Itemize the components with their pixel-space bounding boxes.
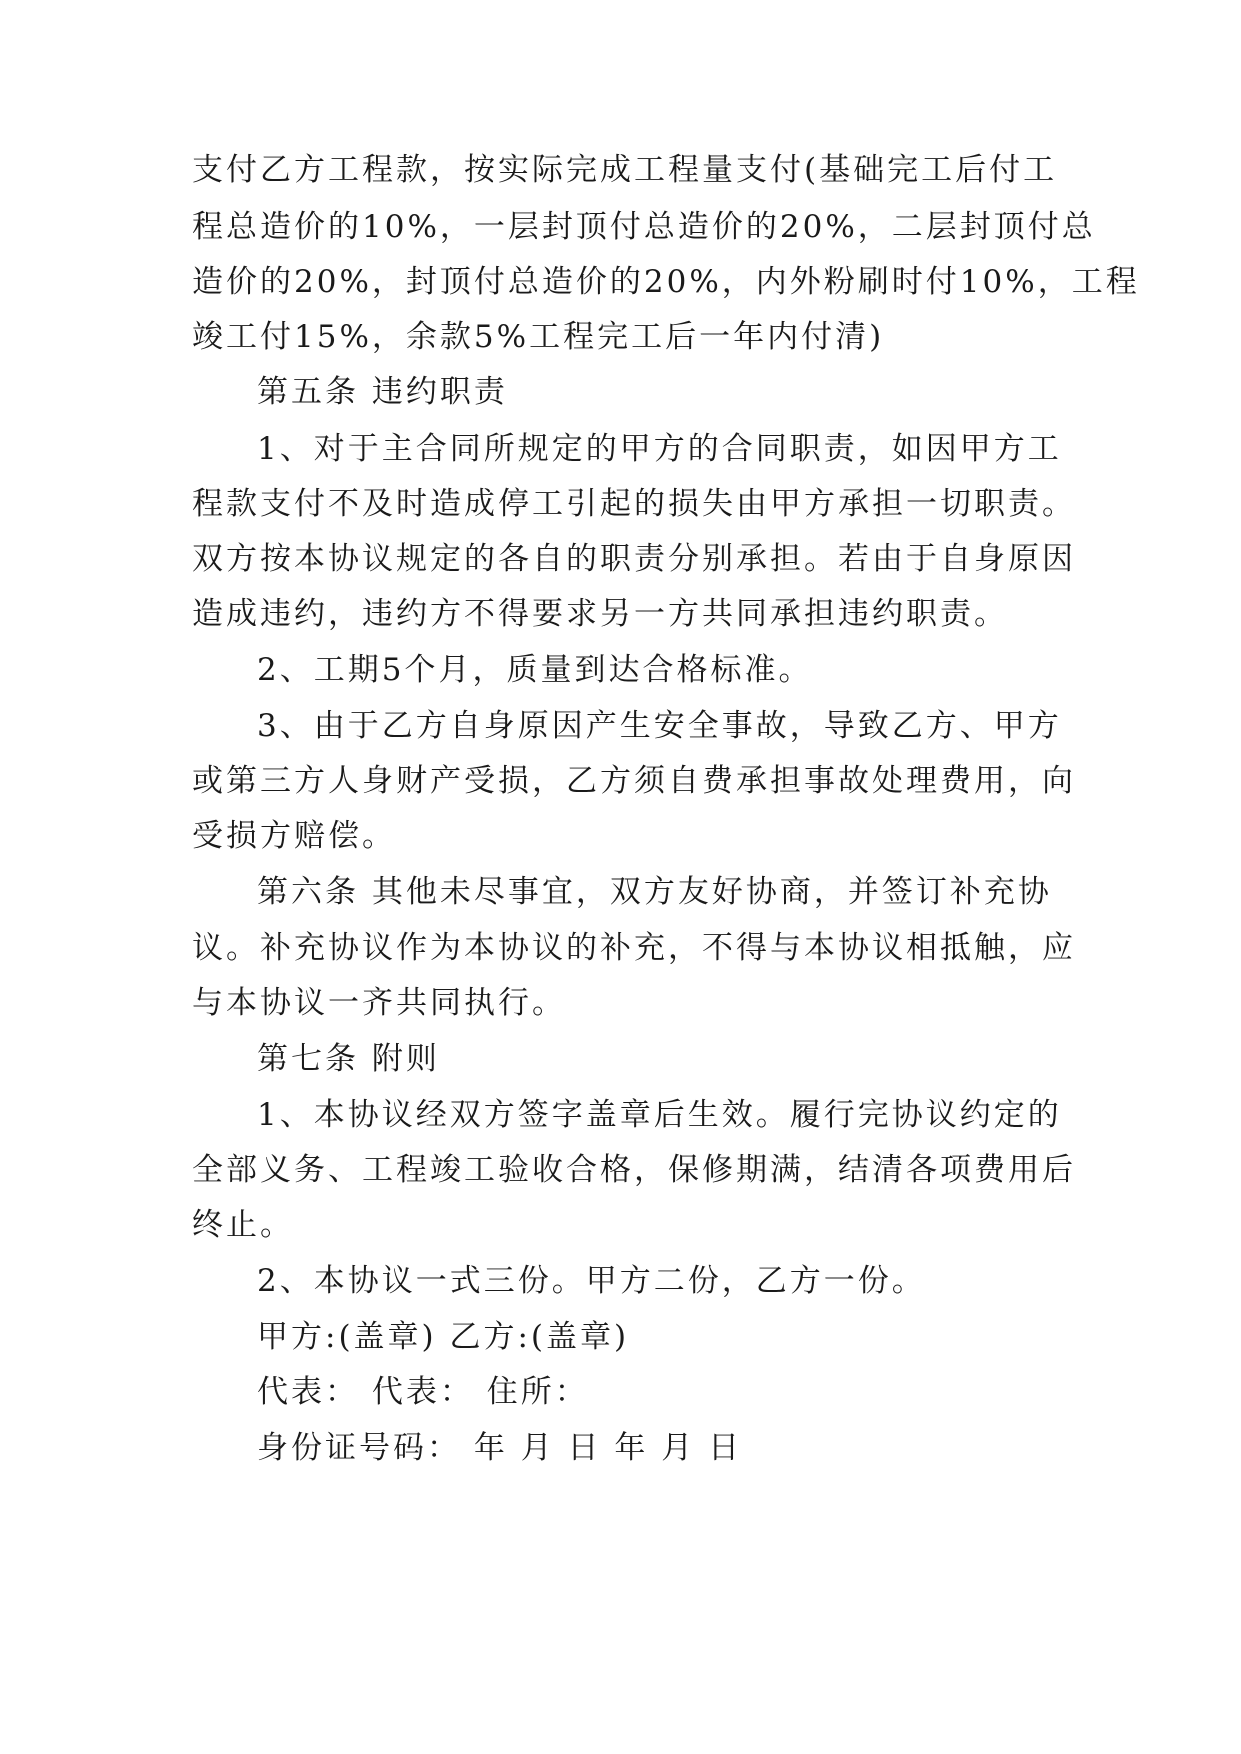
text-line: 3、由于乙方自身原因产生安全事故，导致乙方、甲方 (257, 708, 1062, 744)
text-line: 终止。 (192, 1207, 294, 1243)
text-line: 造成违约，违约方不得要求另一方共同承担违约职责。 (192, 596, 1008, 632)
signature-line: 代表： 代表： 住所： (257, 1374, 589, 1410)
text-line: 受损方赔偿。 (192, 818, 396, 854)
text-line: 议。补充协议作为本协议的补充，不得与本协议相抵触，应 (192, 930, 1076, 966)
text-line: 双方按本协议规定的各自的职责分别承担。若由于自身原因 (192, 541, 1076, 577)
section-heading: 第五条 违约职责 (257, 374, 508, 410)
signature-line: 身份证号码： 年 月 日 年 月 日 (257, 1430, 743, 1466)
text-line: 竣工付15%，余款5%工程完工后一年内付清) (192, 319, 885, 355)
signature-line: 甲方:(盖章) 乙方:(盖章) (257, 1319, 630, 1355)
text-line: 2、本协议一式三份。甲方二份，乙方一份。 (257, 1263, 926, 1299)
text-line: 1、本协议经双方签字盖章后生效。履行完协议约定的 (257, 1097, 1062, 1133)
text-line: 造价的20%，封顶付总造价的20%，内外粉刷时付10%，工程 (192, 264, 1140, 300)
text-line: 2、工期5个月，质量到达合格标准。 (257, 652, 813, 688)
text-line: 全部义务、工程竣工验收合格，保修期满，结清各项费用后 (192, 1152, 1076, 1188)
text-line: 或第三方人身财产受损，乙方须自费承担事故处理费用，向 (192, 763, 1076, 799)
text-line: 支付乙方工程款，按实际完成工程量支付(基础完工后付工 (192, 152, 1058, 188)
text-line: 程款支付不及时造成停工引起的损失由甲方承担一切职责。 (192, 486, 1076, 522)
section-heading: 第七条 附则 (257, 1041, 440, 1077)
text-line: 1、对于主合同所规定的甲方的合同职责，如因甲方工 (257, 431, 1062, 467)
text-line: 与本协议一齐共同执行。 (192, 985, 566, 1021)
section-heading: 第六条 其他未尽事宜，双方友好协商，并签订补充协 (257, 874, 1052, 910)
text-line: 程总造价的10%，一层封顶付总造价的20%，二层封顶付总 (192, 209, 1096, 245)
